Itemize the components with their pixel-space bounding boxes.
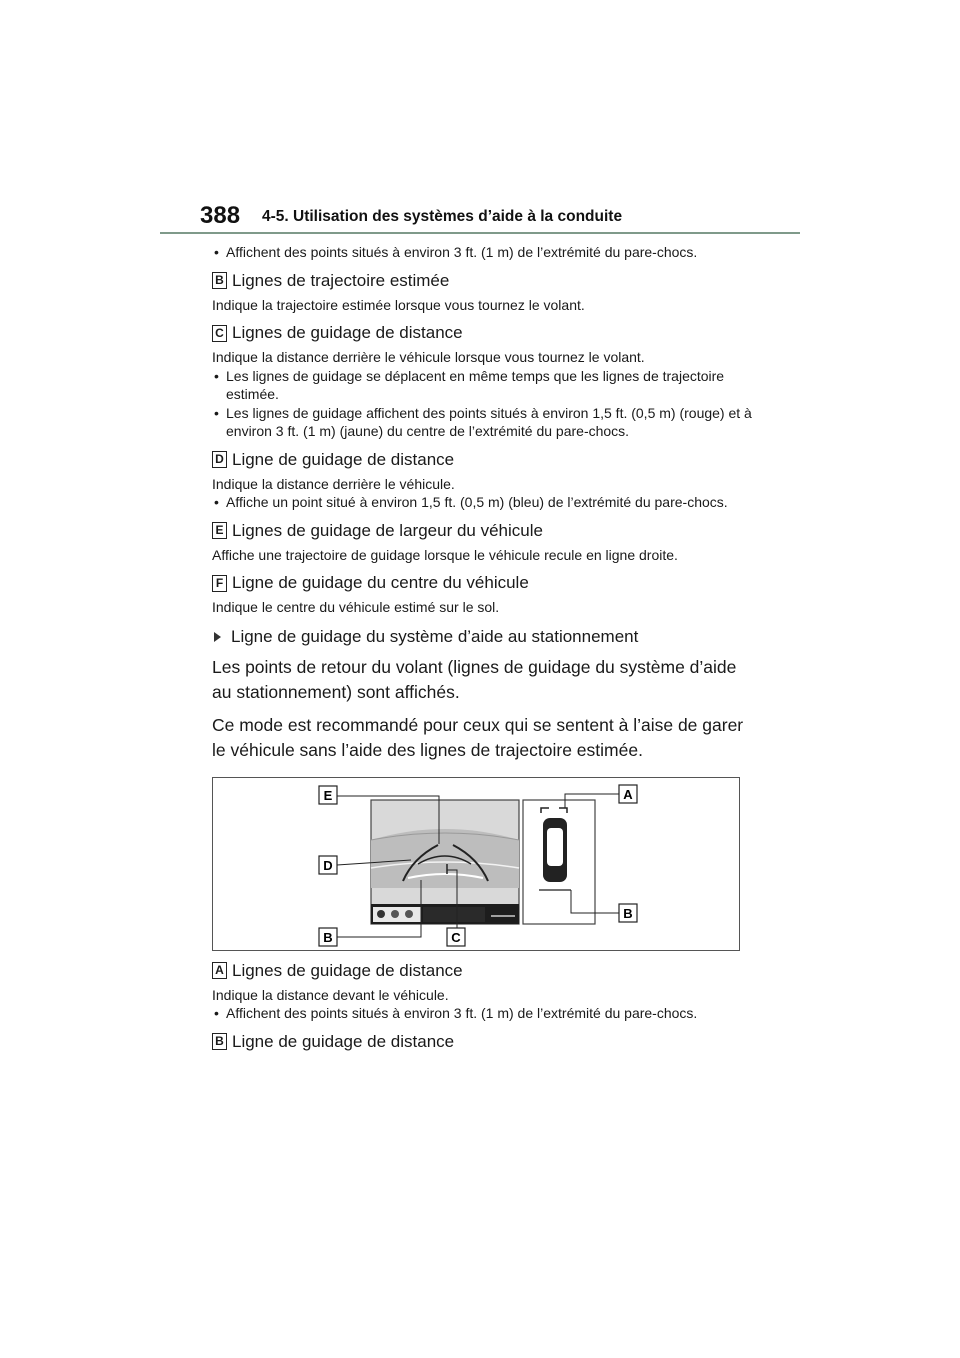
callout-label-e: E: [323, 787, 333, 803]
item-description: Affiche une trajectoire de guidage lorsque le véhicule recule en ligne droite.: [212, 546, 678, 563]
body-paragraph: Ce mode est recommandé pour ceux qui se sentent à l’aise de garer le véhicule sans l’aide des lignes de trajectoire estimée.: [212, 714, 744, 760]
control-bar-segment: [423, 907, 485, 922]
page-number: 388: [200, 202, 241, 229]
guide-icon: [405, 910, 413, 918]
item-bullet: • Les lignes de guidage se déplacent en même temps que les lignes de trajectoire estimée.: [212, 367, 752, 404]
callout-label-b-left: B: [323, 929, 333, 945]
letter-box: C: [212, 325, 227, 342]
ground-area: [371, 829, 519, 888]
item-heading-f: [212, 573, 752, 593]
triangle-bullet-icon: [214, 632, 221, 642]
letter-box: E: [212, 522, 227, 539]
item-title: Ligne de guidage de distance: [232, 449, 455, 469]
item-description: Indique le centre du véhicule estimé sur le sol.: [212, 599, 500, 615]
letter-box: A: [212, 962, 227, 979]
item-description: Indique la distance devant le véhicule.: [212, 986, 449, 1003]
letter-box: B: [212, 272, 227, 289]
callout-label-d: D: [323, 857, 333, 873]
header-rule: [160, 232, 800, 234]
item-title: Ligne de guidage du centre du véhicule: [232, 573, 529, 592]
subsection-heading: [212, 627, 752, 647]
item-heading-b-bottom: [212, 1032, 752, 1052]
body-paragraph: Les points de retour du volant (lignes de guidage du système d’aide au stationnement) sont affichés.: [212, 656, 737, 702]
item-title: Lignes de guidage de largeur du véhicule: [232, 520, 543, 540]
item-bullet: • Les lignes de guidage affichent des points situés à environ 1,5 ft. (0,5 m) (rouge) et à environ 3 ft. (1 m) (jaune) du centre de l’extrémité du pare-chocs.: [212, 404, 752, 441]
item-heading-a: [212, 961, 752, 981]
subsection-title: Ligne de guidage du système d’aide au stationnement: [231, 626, 639, 646]
callout-label-b-right: B: [623, 905, 633, 921]
item-title: Ligne de guidage de distance: [232, 1031, 455, 1051]
vehicle-roof: [547, 828, 563, 866]
parking-guide-figure: [212, 777, 740, 951]
item-bullet: • Affiche un point situé à environ 1,5 ft. (0,5 m) (bleu) de l’extrémité du pare-chocs.: [212, 493, 752, 512]
guide-icon: [391, 910, 399, 918]
letter-box: D: [212, 451, 227, 468]
info-icon: [377, 910, 385, 918]
item-description: Indique la trajectoire estimée lorsque vous tournez le volant.: [212, 296, 585, 313]
item-description: Indique la distance derrière le véhicule.: [212, 475, 455, 492]
item-bullet: • Affichent des points situés à environ 3 ft. (1 m) de l’extrémité du pare-chocs.: [212, 1004, 752, 1023]
item-title: Lignes de guidage de distance: [232, 960, 463, 980]
item-description: Indique la distance derrière le véhicule lorsque vous tournez le volant.: [212, 349, 645, 365]
callout-label-c: C: [451, 929, 461, 945]
item-heading-c: [212, 323, 752, 343]
item-title: Lignes de trajectoire estimée: [232, 270, 450, 290]
item-heading-d: [212, 450, 752, 470]
item-heading-e: [212, 521, 752, 541]
section-title: 4-5. Utilisation des systèmes d’aide à la conduite: [262, 208, 623, 225]
figure-illustration: [213, 778, 739, 950]
letter-box: F: [212, 575, 227, 592]
letter-box: B: [212, 1033, 227, 1050]
intro-bullet: • Affichent des points situés à environ 3 ft. (1 m) de l’extrémité du pare-chocs.: [212, 243, 752, 262]
item-title: Lignes de guidage de distance: [232, 323, 463, 342]
callout-label-a: A: [623, 786, 633, 802]
item-heading-b: [212, 271, 752, 291]
page-content: [212, 243, 752, 1057]
